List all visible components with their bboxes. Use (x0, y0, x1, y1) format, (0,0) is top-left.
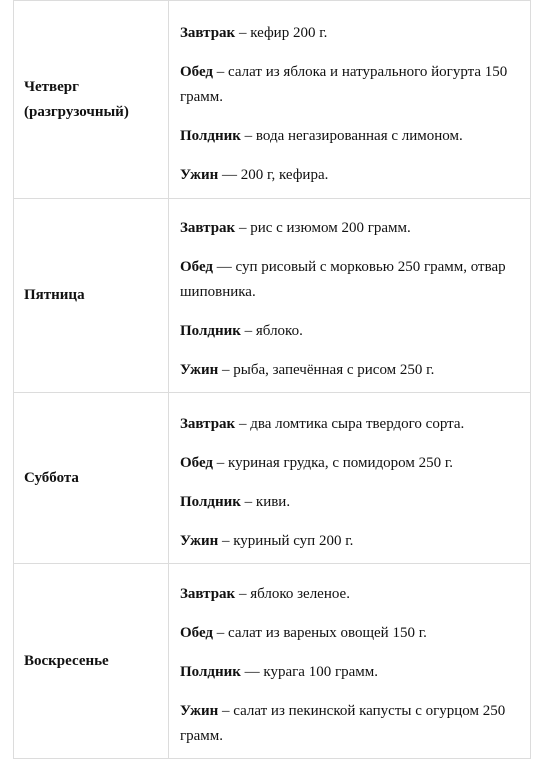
meal-snack (180, 124, 522, 149)
meal-text: – яблоко. (240, 323, 303, 339)
meal-label: Ужин (180, 532, 219, 549)
meal-label: Ужин (180, 702, 219, 719)
meals-cell (169, 199, 531, 393)
meal-text: – киви. (240, 493, 291, 510)
meal-text: – рис с изюмом 200 грамм. (235, 220, 411, 236)
day-cell (14, 564, 169, 759)
meal-text: – салат из пекинской капусты с огурцом 250 грамм. (180, 702, 506, 744)
day-name: Пятница (24, 287, 85, 303)
meal-label: Завтрак (180, 415, 236, 432)
meal-text: – салат из яблока и натурального йогурта 150 грамм. (180, 63, 508, 105)
meal-label: Обед (180, 259, 214, 275)
meal-text: – яблоко зеленое. (235, 585, 350, 602)
table-row (14, 1, 531, 199)
table-row (14, 564, 531, 759)
meal-breakfast (180, 582, 522, 607)
meal-snack (180, 490, 522, 515)
meal-breakfast (180, 216, 522, 241)
meal-label: Полдник (180, 493, 241, 510)
meal-lunch (180, 621, 522, 646)
meal-dinner (180, 163, 522, 188)
day-name: Суббота (24, 469, 79, 486)
meal-text: – вода негазированная с лимоном. (240, 127, 463, 144)
meal-label: Завтрак (180, 220, 236, 236)
meal-label: Полдник (180, 663, 241, 680)
meal-label: Ужин (180, 166, 219, 183)
meal-label: Полдник (180, 127, 241, 144)
meal-breakfast (180, 21, 522, 46)
meal-snack (180, 319, 522, 344)
meal-label: Завтрак (180, 24, 236, 41)
meal-label: Полдник (180, 323, 241, 339)
meal-snack (180, 660, 522, 685)
meal-text: – куриный суп 200 г. (218, 532, 354, 549)
meal-label: Завтрак (180, 585, 236, 602)
meal-label: Ужин (180, 362, 219, 378)
day-cell (14, 199, 169, 393)
meal-breakfast (180, 412, 522, 437)
meal-text: – два ломтика сыра твердого сорта. (235, 415, 465, 432)
meal-text: — курага 100 грамм. (240, 663, 378, 680)
day-cell (14, 1, 169, 199)
meal-label: Обед (180, 454, 214, 471)
table-row (14, 199, 531, 393)
diet-menu-table (13, 0, 531, 759)
meal-lunch (180, 60, 522, 110)
meal-dinner (180, 699, 522, 749)
meal-text: – куриная грудка, с помидором 250 г. (213, 454, 454, 471)
meal-text: — суп рисовый с морковью 250 грамм, отвар шиповника. (180, 259, 506, 300)
meal-lunch (180, 255, 522, 305)
meal-label: Обед (180, 63, 214, 80)
meals-cell (169, 1, 531, 199)
meal-text: — 200 г, кефира. (218, 166, 329, 183)
day-cell (14, 393, 169, 564)
table-row (14, 393, 531, 564)
meal-label: Обед (180, 624, 214, 641)
meals-cell (169, 564, 531, 759)
meal-text: – рыба, запечённая с рисом 250 г. (218, 362, 435, 378)
day-name: Воскресенье (24, 652, 109, 669)
meal-dinner (180, 358, 522, 383)
day-note: (разгрузочный) (24, 103, 129, 120)
meal-dinner (180, 529, 522, 554)
meal-lunch (180, 451, 522, 476)
meal-text: – кефир 200 г. (235, 24, 328, 41)
meals-cell (169, 393, 531, 564)
day-name: Четверг (24, 78, 79, 95)
meal-text: – салат из вареных овощей 150 г. (213, 624, 427, 641)
